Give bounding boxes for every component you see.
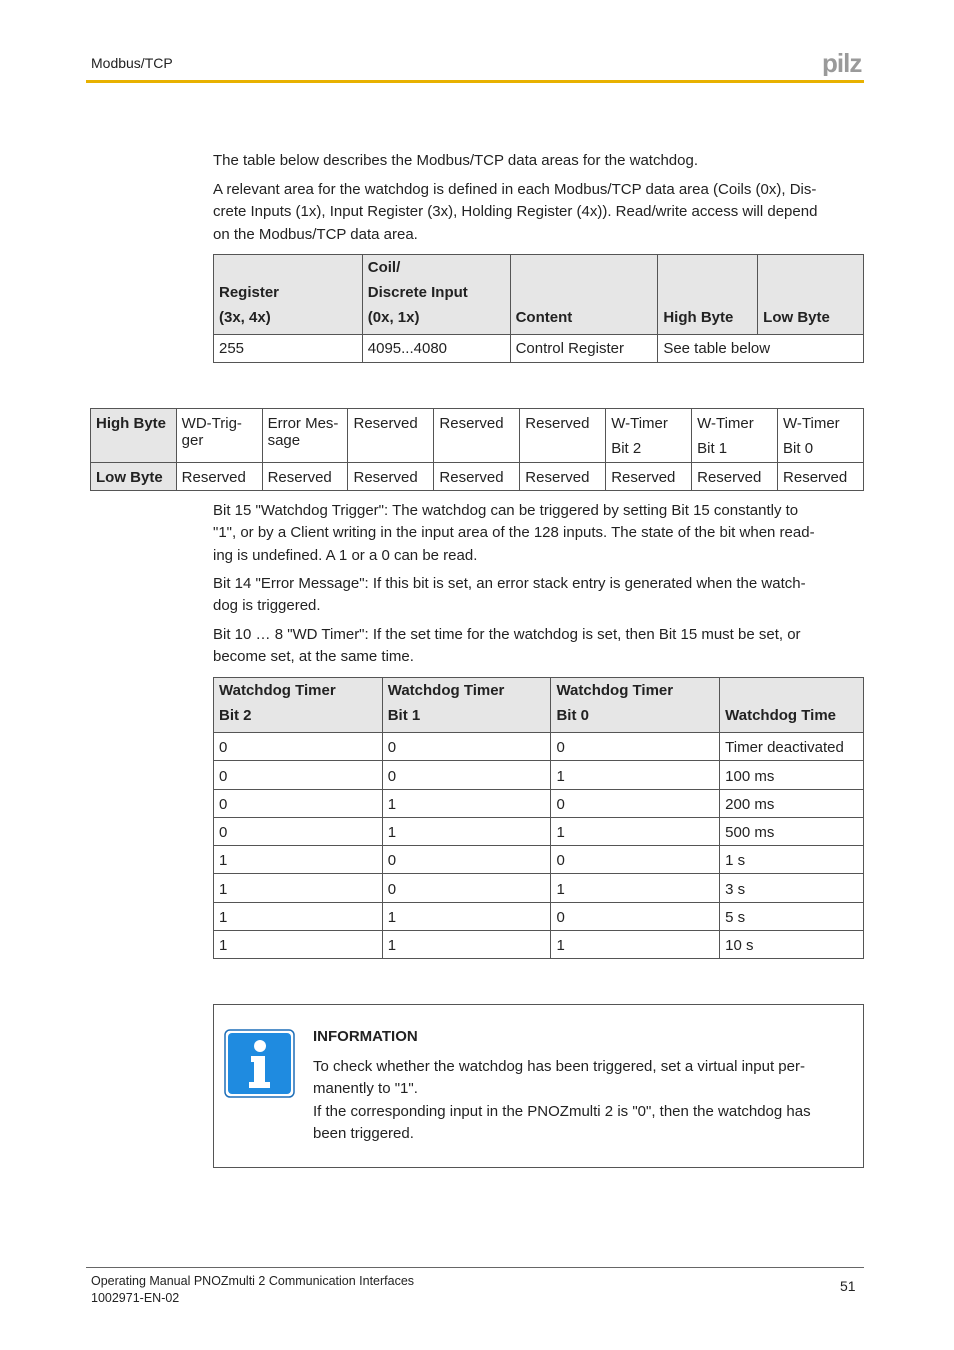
- footer-rule: [86, 1267, 864, 1268]
- text-line: If the corresponding input in the PNOZmulti 2 is "0", then the watchdog has: [313, 1103, 811, 1120]
- text-line: "1", or by a Client writing in the input area of the 128 inputs. The state of the bit when read-: [213, 524, 815, 542]
- table-row: [214, 789, 864, 817]
- text-line: W-Timer: [611, 415, 668, 432]
- text-line: Reserved: [525, 415, 590, 432]
- table-cell: 0: [382, 874, 551, 902]
- text-line: Bit 10 … 8 "WD Timer": If the set time for the watchdog is set, then Bit 15 must be set, or: [213, 626, 801, 643]
- text-line: Watchdog Timer: [219, 682, 336, 699]
- table-row: [214, 733, 864, 761]
- table-cell: 100 ms: [720, 761, 864, 789]
- table-row: [214, 761, 864, 789]
- table-header-row: [214, 678, 864, 733]
- bit10-8-description: [213, 624, 863, 669]
- table-cell: [520, 409, 606, 463]
- text-line: been triggered.: [313, 1125, 414, 1143]
- pilz-logo: [822, 52, 864, 76]
- information-text-2: [313, 1101, 853, 1146]
- table-cell: 1: [551, 761, 720, 789]
- text-line: become set, at the same time.: [213, 648, 414, 666]
- footer-document-number: 1002971-EN-02: [91, 1291, 180, 1305]
- table-row: [214, 931, 864, 959]
- text-line: W-Timer: [783, 415, 840, 432]
- text-line: Low Byte: [763, 309, 830, 326]
- bit14-description: [213, 573, 863, 618]
- table-cell: 500 ms: [720, 817, 864, 845]
- table-cell: Reserved: [520, 463, 606, 491]
- text-line: Bit 0: [556, 707, 589, 724]
- table-row-high-byte: [91, 409, 864, 463]
- table-cell: 1 s: [720, 846, 864, 874]
- header-high-byte: [658, 255, 758, 335]
- table-cell: 1: [382, 902, 551, 930]
- table-cell: 0: [214, 789, 383, 817]
- table-row: [214, 817, 864, 845]
- table-cell: [262, 409, 348, 463]
- table-cell: 1: [214, 931, 383, 959]
- text-line: Bit 2: [611, 440, 642, 457]
- header-coil: [362, 255, 510, 335]
- table-cell: [434, 409, 520, 463]
- table-cell: 1: [551, 817, 720, 845]
- text-line: (3x, 4x): [219, 309, 271, 326]
- table-row: [214, 902, 864, 930]
- text-line: Reserved: [439, 415, 504, 432]
- table-cell: See table below: [658, 335, 864, 363]
- text-line: To check whether the watchdog has been triggered, set a virtual input per-: [313, 1058, 805, 1075]
- table-cell: [606, 409, 692, 463]
- table-cell: 3 s: [720, 874, 864, 902]
- text-line: Discrete Input: [367, 284, 468, 301]
- text-line: Error Mes-: [267, 415, 339, 432]
- table-cell: 1: [382, 817, 551, 845]
- table-cell: 200 ms: [720, 789, 864, 817]
- table-row-low-byte: [91, 463, 864, 491]
- table-cell: Reserved: [348, 463, 434, 491]
- footer-document-info: [91, 1273, 414, 1307]
- information-text-1: [313, 1056, 853, 1101]
- table-cell: Timer deactivated: [720, 733, 864, 761]
- intro-paragraph-2: [213, 179, 863, 246]
- table-cell: 5 s: [720, 902, 864, 930]
- bit15-description: [213, 500, 863, 567]
- text-line: Bit 0: [783, 440, 814, 457]
- table-cell: Reserved: [692, 463, 778, 491]
- header-content: [510, 255, 658, 335]
- header-timer-bit1: [382, 678, 551, 733]
- table-cell: 0: [551, 789, 720, 817]
- table-cell: 1: [214, 846, 383, 874]
- table-cell: 0: [382, 761, 551, 789]
- table-cell: 1: [551, 931, 720, 959]
- text-line: Bit 15 "Watchdog Trigger": The watchdog can be triggered by setting Bit 15 constantly to: [213, 502, 799, 519]
- text-line: Bit 2: [219, 707, 252, 724]
- intro-line: on the Modbus/TCP data area.: [213, 225, 418, 243]
- text-line: Coil/: [367, 259, 401, 276]
- header-low-byte: [758, 255, 864, 335]
- text-line: manently to "1".: [313, 1080, 418, 1098]
- watchdog-timer-table: [213, 677, 864, 959]
- info-icon: [224, 1029, 295, 1098]
- table-cell: 0: [551, 733, 720, 761]
- text-line: Bit 14 "Error Message": If this bit is set, an error stack entry is generated when the watch-: [213, 575, 806, 592]
- table-cell: 0: [214, 817, 383, 845]
- header-watchdog-time: [720, 678, 864, 733]
- table-cell: 1: [551, 874, 720, 902]
- logo-text: pilz: [822, 52, 862, 76]
- table-cell: 1: [382, 931, 551, 959]
- table-cell: [176, 409, 262, 463]
- table-cell: Reserved: [434, 463, 520, 491]
- table-cell: 0: [551, 902, 720, 930]
- text-line: dog is triggered.: [213, 597, 321, 615]
- table-cell: 1: [382, 789, 551, 817]
- text-line: WD-Trig-: [181, 415, 242, 432]
- table-cell: 0: [382, 733, 551, 761]
- text-line: ger: [181, 432, 204, 449]
- intro-paragraph-1: The table below describes the Modbus/TCP data areas for the watchdog.: [213, 152, 699, 169]
- information-title: INFORMATION: [313, 1028, 418, 1045]
- text-line: sage: [267, 432, 301, 449]
- text-line: Content: [515, 309, 573, 326]
- table-row: [214, 846, 864, 874]
- table-cell: 10 s: [720, 931, 864, 959]
- bit-layout-table: [90, 408, 864, 491]
- table-cell: Reserved: [778, 463, 864, 491]
- table-cell: 255: [214, 335, 363, 363]
- table-cell: 0: [551, 846, 720, 874]
- text-line: Watchdog Timer: [387, 682, 505, 699]
- text-line: ing is undefined. A 1 or a 0 can be read.: [213, 546, 478, 564]
- table-cell: Reserved: [606, 463, 692, 491]
- register-table: [213, 254, 864, 363]
- table-cell: [778, 409, 864, 463]
- page-number: 51: [840, 1278, 856, 1294]
- text-line: Register: [219, 284, 280, 301]
- row-label-low-byte: Low Byte: [91, 463, 177, 491]
- table-cell: Reserved: [262, 463, 348, 491]
- table-cell: 1: [214, 874, 383, 902]
- text-line: (0x, 1x): [367, 309, 420, 326]
- text-line: Watchdog Time: [725, 707, 836, 724]
- table-row: [214, 874, 864, 902]
- header-register: [214, 255, 363, 335]
- intro-line: A relevant area for the watchdog is defined in each Modbus/TCP data area (Coils (0x), Dis-: [213, 181, 817, 198]
- header-timer-bit2: [214, 678, 383, 733]
- table-cell: 0: [214, 733, 383, 761]
- text-line: Bit 1: [387, 707, 421, 724]
- table-cell: 0: [214, 761, 383, 789]
- table-cell: 0: [382, 846, 551, 874]
- text-line: W-Timer: [697, 415, 754, 432]
- table-cell: [348, 409, 434, 463]
- table-cell: 1: [214, 902, 383, 930]
- table-cell: 4095...4080: [362, 335, 510, 363]
- table-cell: [692, 409, 778, 463]
- header-section-title: Modbus/TCP: [91, 55, 173, 71]
- table-header-row: [214, 255, 864, 335]
- footer-manual-title: Operating Manual PNOZmulti 2 Communication Interfaces: [91, 1274, 415, 1288]
- header-timer-bit0: [551, 678, 720, 733]
- table-row: [214, 335, 864, 363]
- text-line: Reserved: [353, 415, 418, 432]
- header-rule: [86, 80, 864, 83]
- text-line: High Byte: [663, 309, 734, 326]
- intro-line: crete Inputs (1x), Input Register (3x), Holding Register (4x)). Read/write access will depend: [213, 203, 818, 221]
- text-line: Bit 1: [697, 440, 728, 457]
- row-label-high-byte: High Byte: [91, 409, 177, 463]
- table-cell: Control Register: [510, 335, 658, 363]
- table-cell: Reserved: [176, 463, 262, 491]
- text-line: Watchdog Timer: [556, 682, 674, 699]
